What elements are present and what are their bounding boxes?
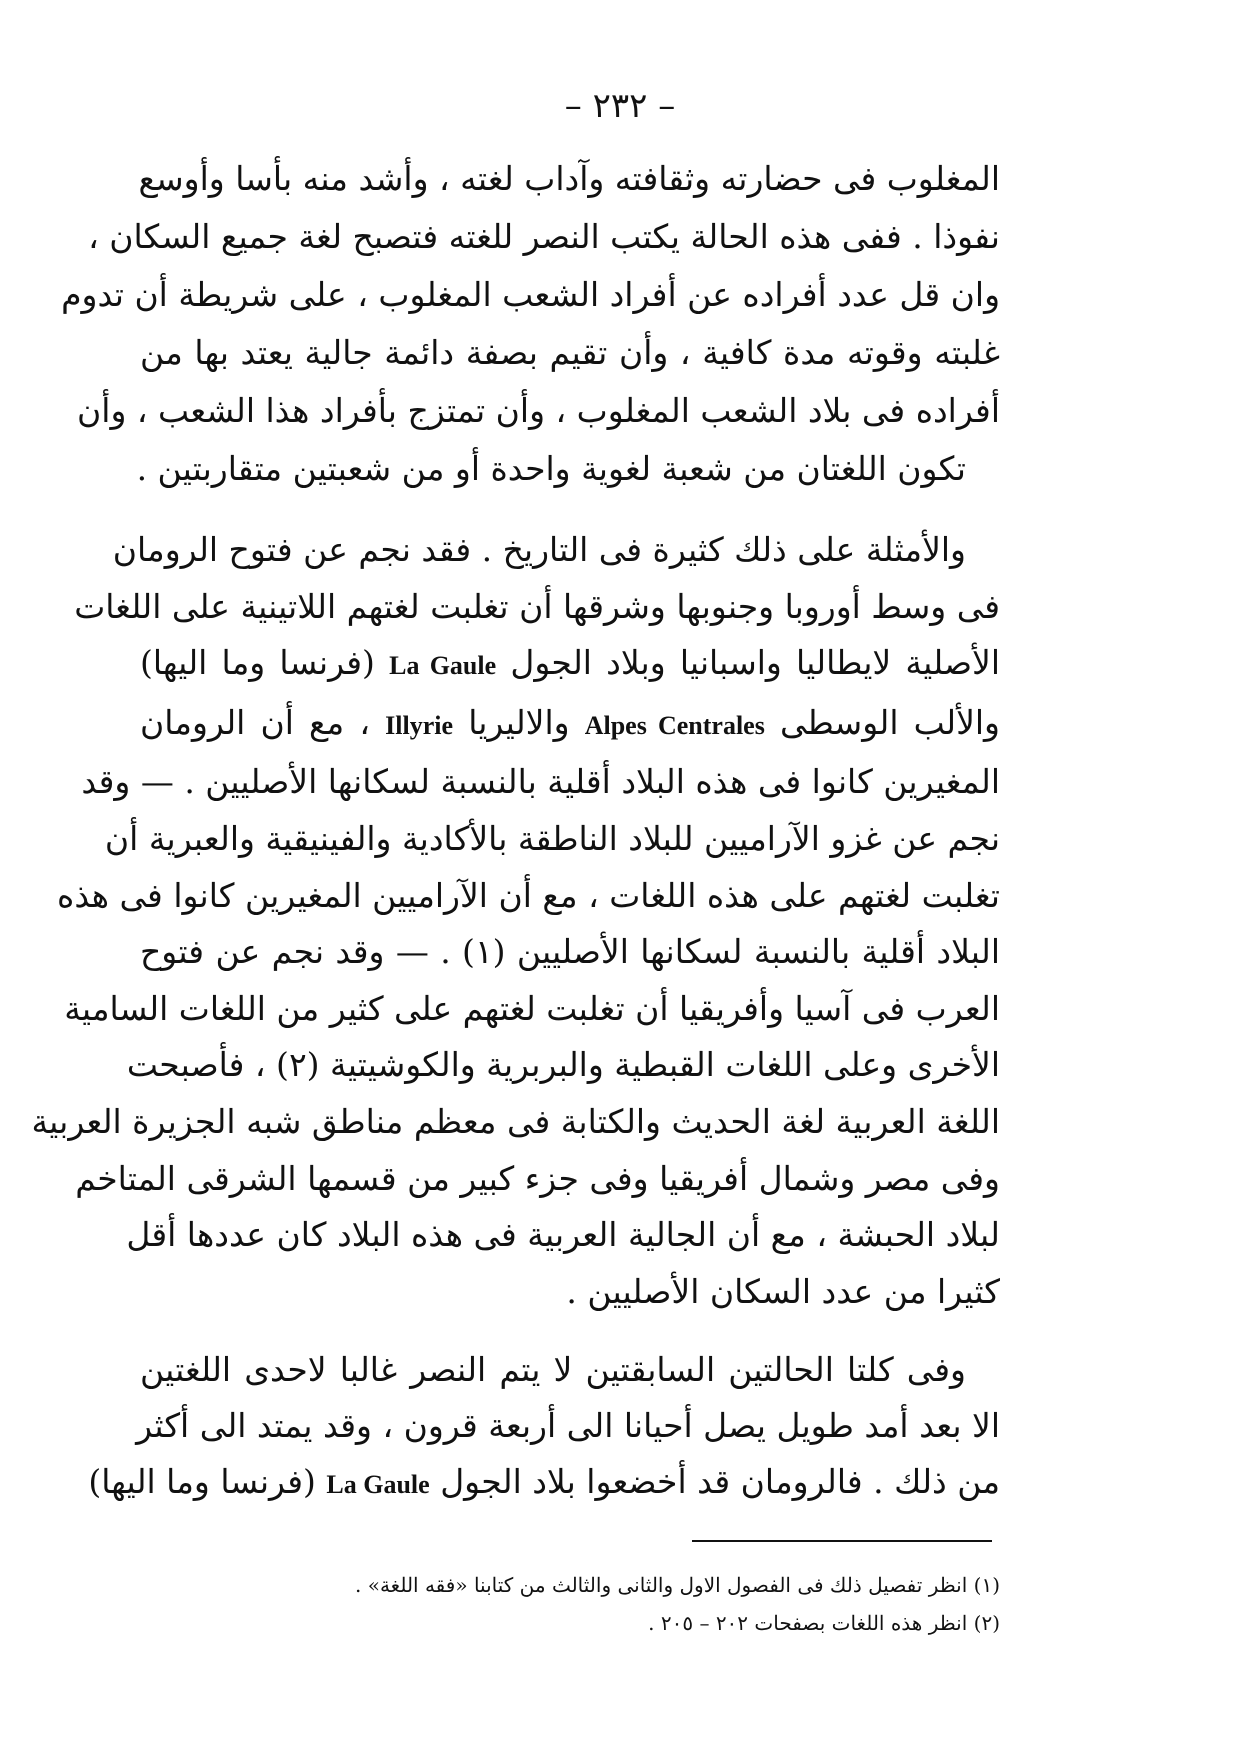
paragraph-3 <box>88 1342 1000 1513</box>
text-line: وفى كلتا الحالتين السابقتين لا يتم النصر غالبا لاحدى اللغتين <box>140 1350 966 1389</box>
page-number: – ٢٣٢ – <box>564 86 676 126</box>
text-line: والأمثلة على ذلك كثيرة فى التاريخ . فقد نجم عن فتوح الرومان <box>112 530 966 569</box>
text-line: المغلوب فى حضارته وثقافته وآداب لغته ، وأشد منه بأسا وأوسع <box>138 159 1000 198</box>
text-line: المغيرين كانوا فى هذه البلاد أقلية بالنسبة لسكانها الأصليين . — وقد <box>81 762 1000 802</box>
text-line: فى وسط أوروبا وجنوبها وشرقها أن تغلبت لغتهم اللاتينية على اللغات <box>74 586 1000 626</box>
latin-term: La Gaule <box>326 1470 430 1499</box>
text-line: الأخرى وعلى اللغات القبطية والبربرية والكوشيتية (٢) ، فأصبحت <box>126 1045 1000 1085</box>
text-line <box>140 695 1000 755</box>
paragraph-2 <box>31 522 1001 1320</box>
text-line: لبلاد الحبشة ، مع أن الجالية العربية فى هذه البلاد كان عددها أقل <box>126 1215 1000 1255</box>
text-line: البلاد أقلية بالنسبة لسكانها الأصليين (١) . — وقد نجم عن فتوح <box>140 932 1000 972</box>
footnotes <box>355 1566 1000 1642</box>
text-segment: (فرنسا وما اليها) <box>140 643 375 683</box>
text-segment: من ذلك . فالرومان قد أخضعوا بلاد الجول <box>440 1462 1000 1501</box>
text-segment: (فرنسا وما اليها) <box>88 1462 316 1501</box>
text-segment: والاليريا <box>468 702 570 742</box>
text-segment: الأصلية لايطاليا واسبانيا وبلاد الجول <box>510 643 1001 683</box>
text-line: الا بعد أمد طويل يصل أحيانا الى أربعة قرون ، وقد يمتد الى أكثر <box>136 1406 1000 1445</box>
footnote-2: (٢) انظر هذه اللغات بصفحات ٢٠٢ – ٢٠٥ . <box>648 1611 1000 1635</box>
text-line: وفى مصر وشمال أفريقيا وفى جزء كبير من قسمها الشرقى المتاخم <box>75 1158 1000 1198</box>
text-line: وان قل عدد أفراده عن أفراد الشعب المغلوب ، على شريطة أن تدوم <box>61 275 1000 314</box>
text-line <box>88 1454 1000 1513</box>
text-segment: والألب الوسطى <box>779 702 1000 742</box>
latin-term: Illyrie <box>385 710 454 740</box>
text-line: تغلبت لغتهم على هذه اللغات ، مع أن الآراميين المغيرين كانوا فى هذه <box>57 875 1000 915</box>
text-line <box>140 635 1000 695</box>
text-line: اللغة العربية لغة الحديث والكتابة فى معظم مناطق شبه الجزيرة العربية <box>31 1101 1000 1141</box>
text-line: نفوذا . ففى هذه الحالة يكتب النصر للغته فتصبح لغة جميع السكان ، <box>88 217 1000 256</box>
latin-term: Alpes Centrales <box>584 710 765 740</box>
text-line: أفراده فى بلاد الشعب المغلوب ، وأن تمتزج بأفراد هذا الشعب ، وأن <box>77 391 1000 430</box>
text-line: نجم عن غزو الآراميين للبلاد الناطقة بالأكادية والفينيقية والعبرية أن <box>104 818 1000 858</box>
latin-term: La Gaule <box>389 651 497 681</box>
text-segment: ، مع أن الرومان <box>140 702 371 742</box>
text-line: كثيرا من عدد السكان الأصليين . <box>566 1271 1000 1311</box>
text-line: غلبته وقوته مدة كافية ، وأن تقيم بصفة دائمة جالية يعتد بها من <box>140 333 1000 372</box>
text-line: العرب فى آسيا وأفريقيا أن تغلبت لغتهم على كثير من اللغات السامية <box>64 988 1000 1028</box>
text-line: تكون اللغتان من شعبة لغوية واحدة أو من شعبتين متقاربتين . <box>136 449 966 488</box>
footnote-1: (١) انظر تفصيل ذلك فى الفصول الاول والثانى والثالث من كتابنا «فقه اللغة» . <box>355 1573 1000 1597</box>
paragraph-1 <box>61 150 1000 498</box>
footnote-divider <box>692 1540 992 1542</box>
